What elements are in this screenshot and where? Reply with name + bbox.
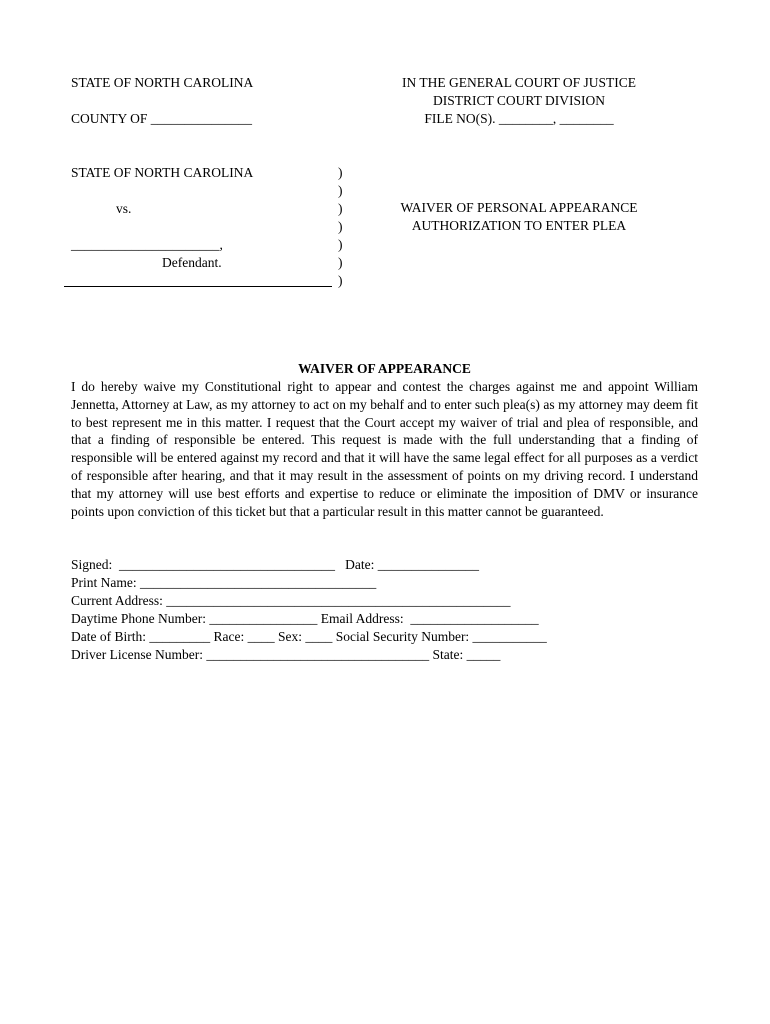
plaintiff-name: STATE OF NORTH CAROLINA <box>71 165 254 180</box>
current-address-line: Current Address: ___________________________________________________ <box>71 593 511 608</box>
driver-license-line: Driver License Number: _________________________________ State: _____ <box>71 647 501 662</box>
defendant-name-blank: ______________________, <box>71 237 223 252</box>
document-title-line-1: WAIVER OF PERSONAL APPEARANCE <box>400 200 638 215</box>
file-number-field: FILE NO(S). ________, ________ <box>424 111 614 126</box>
signed-date-line: Signed: ________________________________ Date: _______________ <box>71 557 479 572</box>
print-name-line: Print Name: ___________________________________ <box>71 575 377 590</box>
caption-paren: ) <box>338 255 343 270</box>
waiver-body: I do hereby waive my Constitutional right to appear and contest the charges against me and appoint William Jennetta, Attorney at Law, as my attorney to act on my behalf and to enter such plea(s) as my attorney may deem fit to best represent me in this matter. I request that the Court accept my waiver of trial and plea of responsible, and that a finding of responsible be entered. This request is made with the full understanding that a finding of responsible will be entered against my record and that it will have the same legal effect for all purposes as a verdict of responsible after hearing, and that it may result in the assessment of points on my driving record. I understand that my attorney will use best efforts and expertise to reduce or eliminate the imposition of DMV or insurance points upon conviction of this ticket but that a particular result in this matter cannot be guaranteed. <box>71 379 698 519</box>
waiver-heading: WAIVER OF APPEARANCE <box>298 361 471 376</box>
caption-paren: ) <box>338 237 343 252</box>
caption-paren: ) <box>338 273 343 288</box>
document-title-line-2: AUTHORIZATION TO ENTER PLEA <box>411 218 627 233</box>
phone-email-line: Daytime Phone Number: ________________ Email Address: ___________________ <box>71 611 539 626</box>
court-line-1: IN THE GENERAL COURT OF JUSTICE <box>401 75 637 90</box>
defendant-label: Defendant. <box>162 255 222 270</box>
caption-paren: ) <box>338 183 343 198</box>
court-heading <box>385 74 653 128</box>
court-line-2: DISTRICT COURT DIVISION <box>433 93 605 108</box>
signature-fields <box>71 556 547 664</box>
county-field: COUNTY OF _______________ <box>71 111 253 126</box>
state-heading: STATE OF NORTH CAROLINA <box>71 75 254 90</box>
versus-label: vs. <box>116 201 132 216</box>
birth-race-sex-ssn-line: Date of Birth: _________ Race: ____ Sex: ____ Social Security Number: ___________ <box>71 629 547 644</box>
caption-paren-column <box>338 164 343 290</box>
caption-paren: ) <box>338 219 343 234</box>
caption-paren: ) <box>338 201 343 216</box>
document-title <box>380 199 658 235</box>
caption-underline <box>64 286 332 287</box>
caption-paren: ) <box>338 165 343 180</box>
